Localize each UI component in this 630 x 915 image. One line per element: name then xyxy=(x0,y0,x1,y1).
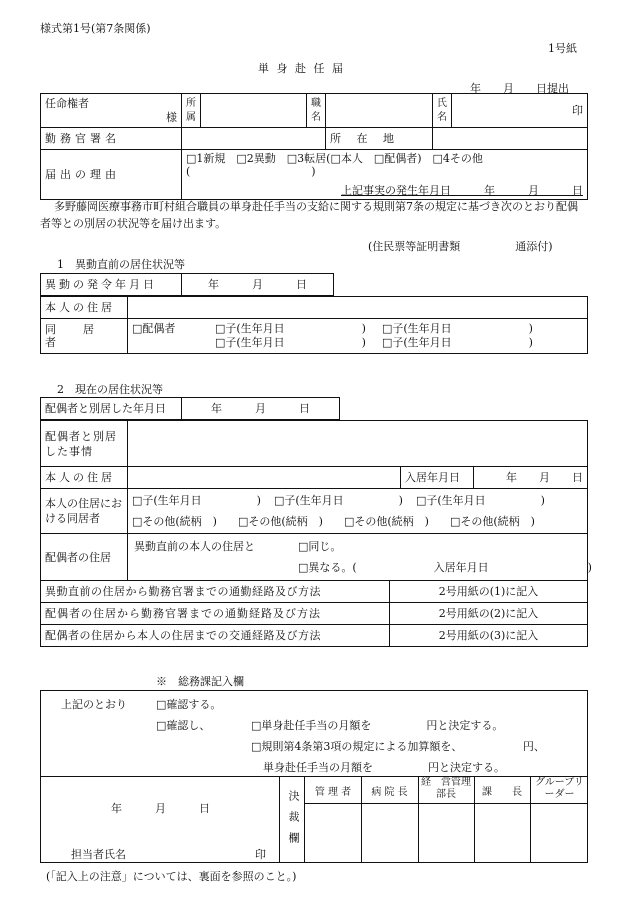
approver-manager: 管 理 者 xyxy=(314,787,352,798)
intro-text: 多野藤岡医療事務市町村組合職員の単身赴任手当の支給に関する規則第7条の規定に基づき次のとおり配偶者等との別居の状況等を届け出ます。 xyxy=(40,200,578,230)
previous-residence-table xyxy=(40,296,588,354)
submit-date: 年 月 日提出 xyxy=(470,82,569,95)
current-child-3[interactable]: □子(生年月日 ) xyxy=(416,494,545,507)
officer-seal: 印 xyxy=(255,848,266,861)
separation-date-table xyxy=(40,397,340,420)
transfer-date-label: 異動の発令年月日 xyxy=(41,274,182,296)
current-residence-field[interactable] xyxy=(128,467,401,489)
current-other-2[interactable]: □その他(続柄 ) xyxy=(238,515,323,528)
office-label: 勤務官署名 xyxy=(41,128,182,150)
general-affairs-heading: ※ 総務課記入欄 xyxy=(156,675,244,688)
officer-name-label: 担当者氏名 xyxy=(71,848,126,861)
general-affairs-box xyxy=(40,690,588,863)
child-checkbox-4[interactable]: □子(生年月日 ) xyxy=(382,336,533,349)
transfer-date-table xyxy=(40,273,334,296)
route2-value[interactable]: 2号用紙の(2)に記入 xyxy=(390,603,588,625)
move-in-field[interactable]: 年 月 日 xyxy=(474,467,588,489)
reason-label: 届出の理由 xyxy=(41,150,182,200)
current-residence-label: 本人の住居 xyxy=(41,467,128,489)
spouse-checkbox[interactable]: □配偶者 xyxy=(132,322,176,335)
footnote: (「記入上の注意」については、裏面を参照のこと。) xyxy=(46,870,297,883)
route3-value[interactable]: 2号用紙の(3)に記入 xyxy=(390,625,588,647)
decision-date[interactable]: 年 月 日 xyxy=(111,802,210,815)
separation-date-label: 配偶者と別居した年月日 xyxy=(41,398,182,420)
applicant-table xyxy=(40,93,588,200)
form-title: 単 身 赴 任 届 xyxy=(258,62,345,75)
current-residence-table xyxy=(40,420,592,581)
section1-heading: 1 異動直前の居住状況等 xyxy=(57,258,185,271)
prev-residence-label: 本人の住居 xyxy=(41,297,128,319)
spouse-res-same[interactable]: □同じ。 xyxy=(298,540,342,553)
current-other-4[interactable]: □その他(続柄 ) xyxy=(450,515,535,528)
route1-value[interactable]: 2号用紙の(1)に記入 xyxy=(390,581,588,603)
current-cohab-label: 本人の住居における同居者 xyxy=(41,489,128,534)
seal-mark: 印 xyxy=(572,104,583,117)
approver-section-chief: 課 長 xyxy=(482,787,522,798)
form-number: 様式第1号(第7条関係) xyxy=(40,22,151,35)
route3-label: 配偶者の住居から本人の住居までの交通経路及び方法 xyxy=(41,625,390,647)
section2-heading: 2 現在の居住状況等 xyxy=(57,383,163,396)
current-child-1[interactable]: □子(生年月日 ) xyxy=(132,494,261,507)
confirm-checkbox[interactable]: □確認する。 xyxy=(156,698,222,711)
separation-date-field[interactable]: 年 月 日 xyxy=(182,398,340,420)
current-other-3[interactable]: □その他(続柄 ) xyxy=(344,515,429,528)
prev-residence-field[interactable] xyxy=(128,297,588,319)
appointer-cell[interactable] xyxy=(41,94,182,128)
spouse-residence-label: 配偶者の住居 xyxy=(41,534,128,581)
route-table xyxy=(40,580,588,647)
name-field[interactable] xyxy=(452,94,588,128)
position-field[interactable] xyxy=(326,94,433,128)
add-rule-checkbox[interactable]: □規則第4条第3項の規定による加算額を、 円、 xyxy=(251,740,545,753)
child-checkbox-2[interactable]: □子(生年月日 ) xyxy=(215,336,366,349)
spouse-res-line1: 異動直前の本人の住居と xyxy=(134,540,255,553)
approval-grid xyxy=(305,776,587,862)
monthly-decide-checkbox[interactable]: □単身赴任手当の月額を 円と決定する。 xyxy=(251,719,504,732)
appointer-label: 任命権者 xyxy=(45,97,89,110)
route1-label: 異動直前の住居から勤務官署までの通勤経路及び方法 xyxy=(41,581,390,603)
attachment-note: (住民票等証明書類 通添付) xyxy=(368,240,553,253)
affil-label: 所属 xyxy=(182,94,201,128)
child-checkbox-1[interactable]: □子(生年月日 ) xyxy=(215,322,366,335)
transfer-date-field[interactable]: 年 月 日 xyxy=(182,274,334,296)
position-label: 職名 xyxy=(307,94,326,128)
current-other-1[interactable]: □その他(続柄 ) xyxy=(132,515,217,528)
location-label: 所 在 地 xyxy=(326,128,433,150)
affil-field[interactable] xyxy=(201,94,307,128)
circumstance-label: 配偶者と別居した事情 xyxy=(41,421,128,467)
route2-label: 配偶者の住居から勤務官署までの通勤経路及び方法 xyxy=(41,603,390,625)
spouse-res-different[interactable]: □異なる。( 入居年月日 ) xyxy=(298,561,592,574)
as-above-label: 上記のとおり xyxy=(61,698,127,711)
name-label: 氏名 xyxy=(433,94,452,128)
sheet-number: 1号紙 xyxy=(548,42,577,55)
occurrence-date[interactable]: 上記事実の発生年月日 年 月 日 xyxy=(341,184,583,197)
approver-group-leader: グループリーダー xyxy=(535,777,584,800)
approver-admin-head: 経 営管理部長 xyxy=(421,777,471,800)
child-checkbox-3[interactable]: □子(生年月日 ) xyxy=(382,322,533,335)
approver-director: 病 院 長 xyxy=(371,787,408,798)
current-child-2[interactable]: □子(生年月日 ) xyxy=(274,494,403,507)
kessai-label: 決裁欄 xyxy=(287,790,300,853)
location-field[interactable] xyxy=(433,128,588,150)
office-field[interactable] xyxy=(182,128,326,150)
sama-label: 様 xyxy=(166,111,177,124)
confirm-and-checkbox[interactable]: □確認し、 xyxy=(156,719,211,732)
reason-options[interactable]: □1新規 □2異動 □3転居(□本人 □配偶者) □4その他( ) xyxy=(186,152,483,178)
move-in-label: 入居年月日 xyxy=(401,467,474,489)
monthly-total-text: 単身赴任手当の月額を 円と決定する。 xyxy=(263,761,505,774)
circumstance-field[interactable] xyxy=(128,421,588,467)
cohabitant-label: 同 居 者 xyxy=(41,319,128,354)
